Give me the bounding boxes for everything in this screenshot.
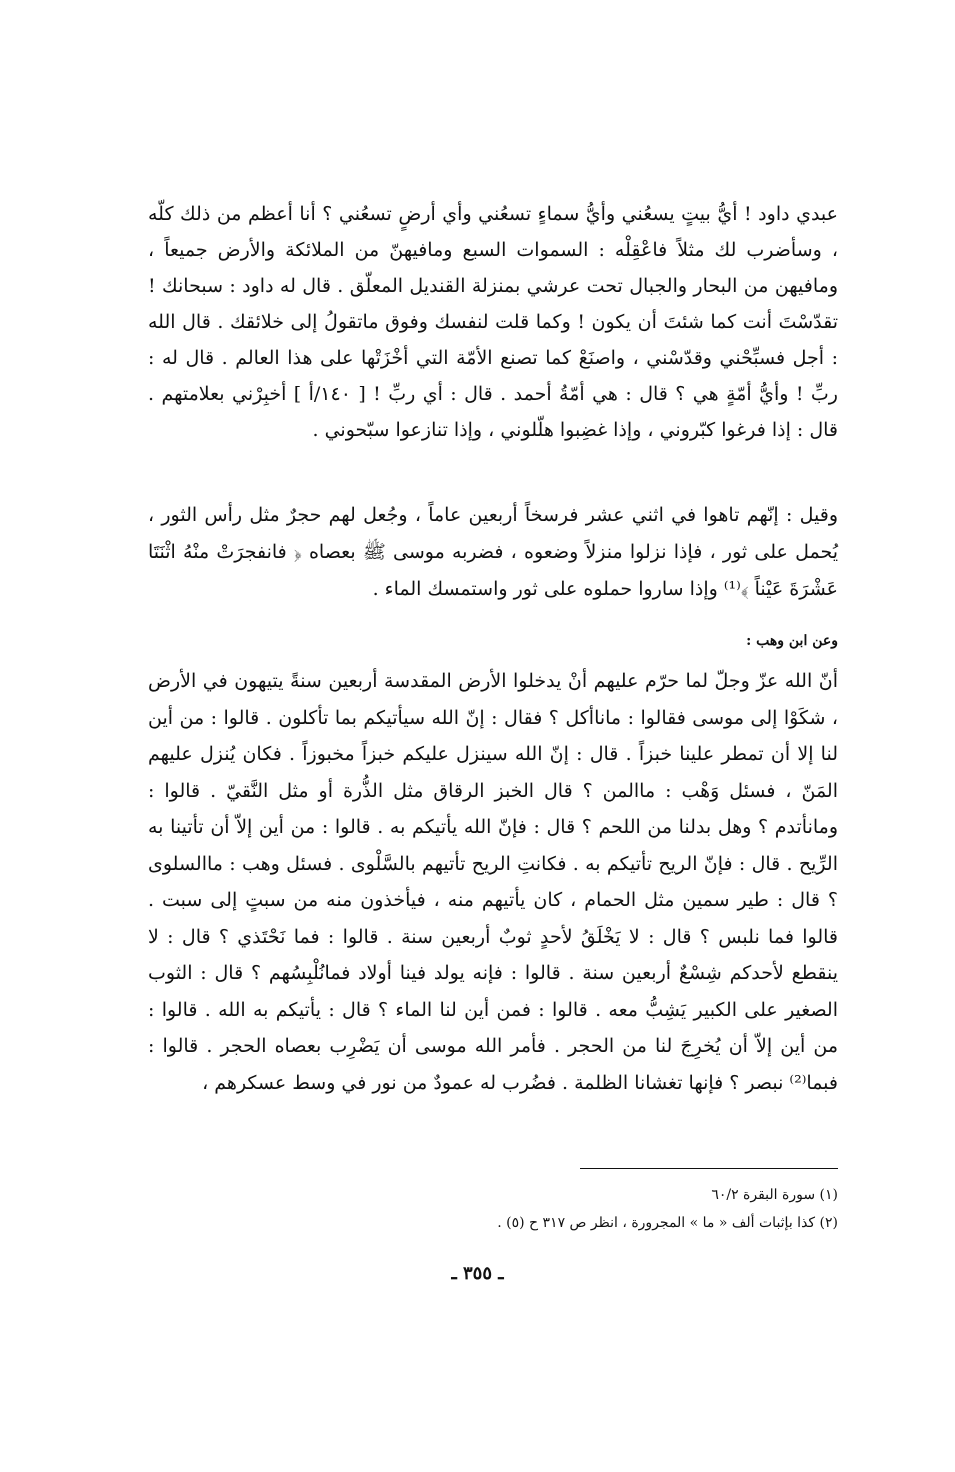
footnote-divider <box>580 1168 838 1169</box>
paragraph-text: عبدي داود ! أيُّ بيتٍ يسعُني وأيُّ سماءٍ تسعُني وأي أرضٍ تسعُني ؟ أنا أعظم من ذلك كلّه ، وسأضرب لك مثلاً فاعْقِلْه : السموات السبع ومافيهنّ من الملائكة والأرض جميعاً ، ومافيهن من البحار والجبال تحت عرشي بمنزلة القنديل المعلّق . قال له داود : سبحانك ! تقدّسْتَ أنت كما شئتَ أن يكون ! وكما قلت لنفسك وفوق ماتقولُ إلى خلائقك . قال الله : أجل فسبِّحْني وقدّسْني ، واصنَعْ كما تصنع الأمّة التي أخْزَتْها على هذا العالم . قال له : ربِّ ! وأيُّ أمّةٍ هي ؟ قال : هي أمّةُ أحمد . قال : أي ربِّ ! [ ١٤٠/أ ] أخبِرْني بعلامتهم . قال : إذا فرغوا كبّروني ، وإذا غضِبوا هلّلوني ، وإذا تنازعوا سبّحوني . <box>148 203 838 441</box>
paragraph-david <box>148 196 838 448</box>
footnotes <box>338 1181 838 1237</box>
paragraph-ibn-wahb <box>148 663 838 1101</box>
paragraph-text: أنّ الله عزّ وجلّ لما حرّم عليهم أنْ يدخلوا الأرض المقدسة أربعين سنةً يتيهون في الأرض ، شكَوْا إلى موسى فقالوا : ماناأكل ؟ فقال : إنّ الله سيأتيكم بما تأكلون . قالوا : من أين لنا إلا أن تمطر علينا خبزاً . قال : إنّ الله سينزل عليكم خبزاً مخبوزاً . فكان يُنزل عليهم المَنّ ، فسئل وَهْب : ماالمن ؟ قال الخبز الرقاق مثل الذُّرة أو مثل النَّقيّ . قالوا : ومانأتدم ؟ وهل بدلنا من اللحم ؟ قال : فإنّ الله يأتيكم به . قالوا : من أين إلاّ أن تأتينا به الرِّيح . قال : فإنّ الريح تأتيكم به . فكانتِ الريح تأتيهم بالسَّلْوى . فسئل وهب : ماالسلوى ؟ قال : طير سمين مثل الحمام ، كان يأتيهم منه ، فيأخذون منه من سبتٍ إلى سبت . قالوا فما نلبس ؟ قال : لا يَخْلَقُ لأحدٍ ثوبٌ أربعين سنة . قالوا : فما نَحْتَذي ؟ قال : لا ينقطع لأحدكم شِسْعٌ أربعين سنة . قالوا : فإنه يولد فينا أولاد فمانُلْبِسُهم ؟ قال : الثوب الصغير على الكبير يَشِبُّ معه . قالوا : فمن أين لنا الماء ؟ قال : يأتيكم به الله . قالوا : من أين إلاّ أن يُخرِجَ لنا من الحجر . فأمر الله موسى أن يَضْرِب بعصاه الحجر . قالوا : فبما⁽²⁾ نبصر ؟ فإنها تغشانا الظلمة . فضُرب له عمودٌ من نور في وسط عسكرهم ، <box>148 670 838 1094</box>
page-number: ـ ٣٥٥ ـ <box>451 1263 504 1284</box>
paragraph-text: وقيل : إنّهم تاهوا في اثني عشر فرسخاً أربعين عاماً ، وجُعل لهم حجرٌ مثل رأس الثور ، يُحمل على ثور ، فإذا نزلوا منزلاً وضعوه ، فضربه موسى ﷺ بعصاه ﴿ فانفجرَتْ منْهُ اثْنَتَا عَشْرَةَ عَيْناً ﴾⁽¹⁾ وإذا ساروا حملوه على ثور واستمسك الماء . <box>148 504 838 600</box>
paragraph-wandering <box>148 497 838 608</box>
section-heading: وعن ابن وهب : <box>746 633 838 649</box>
footnote-2: (٢) كذا بإثبات ألف « ما » المجرورة ، انظر ص ٣١٧ ح (٥) . <box>497 1215 838 1231</box>
footnote-1: (١) سورة البقرة ٦٠/٢ <box>711 1187 838 1203</box>
